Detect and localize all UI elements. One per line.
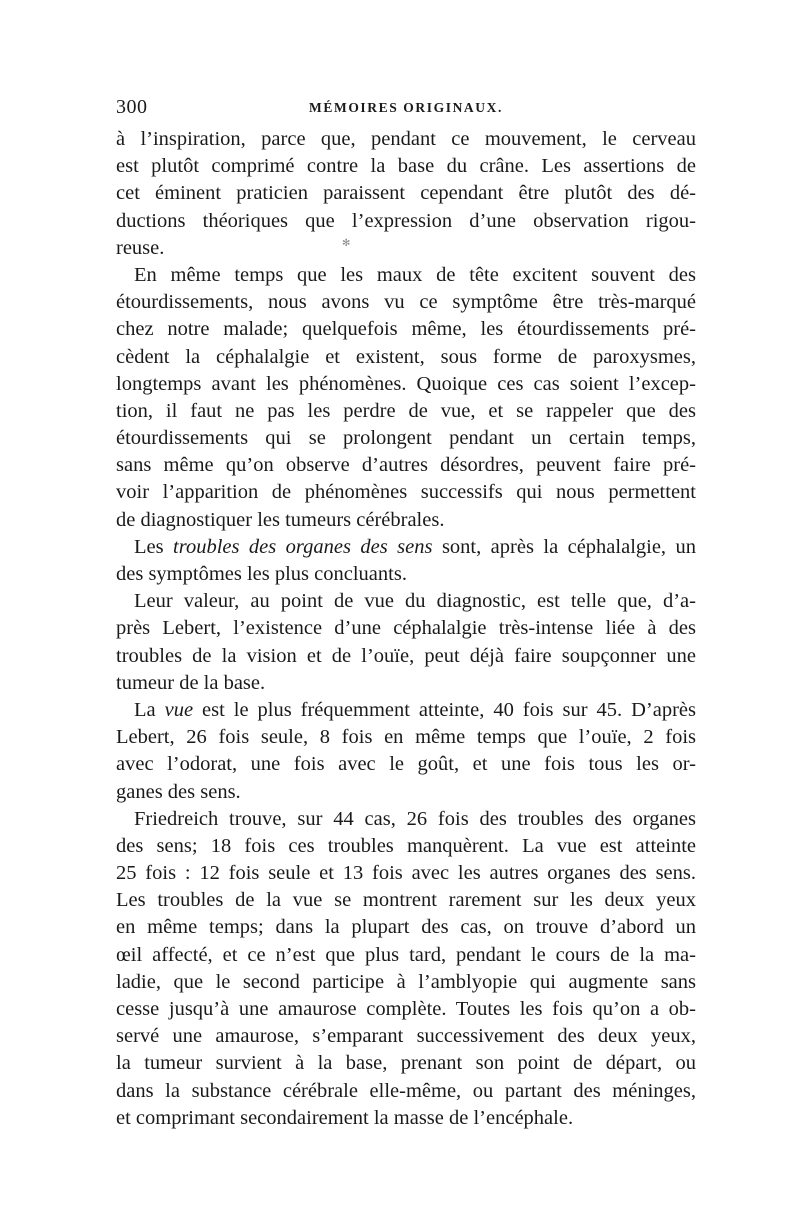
text-line: Leur valeur, au point de vue du diagnostic, est telle que, d’a- [134,590,696,613]
paragraph [116,262,696,534]
running-title: MÉMOIRES ORIGINAUX. [309,100,503,115]
text-line: troubles de la vision et de l’ouïe, peut déjà faire soupçonner une [116,644,696,667]
text-line: en même temps; dans la plupart des cas, on trouve d’abord un [116,916,696,939]
text-line: près Lebert, l’existence d’une céphalalgie très-intense liée à des [116,617,696,640]
text-line: Lebert, 26 fois seule, 8 fois en même temps que l’ouïe, 2 fois [116,726,696,749]
text-line: sans même qu’on observe d’autres désordres, peuvent faire pré- [116,454,696,477]
text-line: est plutôt comprimé contre la base du crâne. Les assertions de [116,155,696,178]
body-text [116,126,696,1132]
text-line: et comprimant secondairement la masse de l’encéphale. [116,1106,574,1129]
text-segment: La [134,698,165,721]
text-line: œil affecté, et ce n’est que plus tard, pendant le cours de la ma- [116,943,696,966]
text-line: Les troubles de la vue se montrent rarement sur les deux yeux [116,889,696,912]
text-line: avec l’odorat, une fois avec le goût, et une fois tous les or- [116,753,696,776]
text-line: servé une amaurose, s’emparant successivement des deux yeux, [116,1025,696,1048]
text-line: la tumeur survient à la base, prenant son point de départ, ou [116,1052,696,1075]
text-line: ladie, que le second participe à l’amblyopie qui augmente sans [116,970,696,993]
text-segment: Les [134,535,174,558]
italic-phrase: vue [164,698,194,721]
text-line: ganes des sens. [116,780,241,803]
text-line: dans la substance cérébrale elle-même, ou partant des méninges, [116,1079,696,1102]
text-line: longtemps avant les phénomènes. Quoique ces cas soient l’excep- [116,372,696,395]
paragraph [116,588,696,697]
text-line: Friedreich trouve, sur 44 cas, 26 fois des troubles des organes [134,807,696,830]
paragraph [116,697,696,806]
text-line: voir l’apparition de phénomènes successifs qui nous permettent [116,481,696,504]
text-line: tumeur de la base. [116,671,266,694]
text-line [116,697,696,724]
text-line: En même temps que les maux de tête excitent souvent des [134,263,696,286]
text-line [116,534,696,561]
paragraph [116,806,696,1132]
text-line: cesse jusqu’à une amaurose complète. Toutes les fois qu’on a ob- [116,998,696,1020]
text-line: des symptômes les plus concluants. [116,563,407,585]
page-header [116,96,696,122]
text-line: à l’inspiration, parce que, pendant ce mouvement, le cerveau [116,128,696,150]
text-line: des sens; 18 fois ces troubles manquèrent. La vue est atteinte [116,834,696,857]
text-line: ductions théoriques que l’expression d’une observation rigou- [116,209,696,232]
paragraph [116,126,696,262]
paragraph [116,534,696,588]
page-number: 300 [116,96,148,118]
text-line: cèdent la céphalalgie et existent, sous forme de paroxysmes, [116,345,696,368]
text-line: cet éminent praticien paraissent cependant être plutôt des dé- [116,182,696,205]
ink-blot-mark: ✻ [342,238,351,249]
text-segment: est le plus fréquemment atteinte, 40 fois sur 45. D’après [193,698,696,721]
italic-phrase: troubles des organes des sens [173,535,433,558]
text-line: de diagnostiquer les tumeurs cérébrales. [116,508,445,531]
text-line: étourdissements, nous avons vu ce symptôme être très-marqué [116,291,696,314]
text-line: reuse. [116,236,165,259]
text-line: étourdissements qui se prolongent pendant un certain temps, [116,427,696,450]
text-line: chez notre malade; quelquefois même, les étourdissements pré- [116,318,696,341]
text-line: 25 fois : 12 fois seule et 13 fois avec les autres organes des sens. [116,862,696,885]
text-line: tion, il faut ne pas les perdre de vue, et se rappeler que des [116,399,696,422]
text-segment: sont, après la céphalalgie, un [432,535,696,558]
